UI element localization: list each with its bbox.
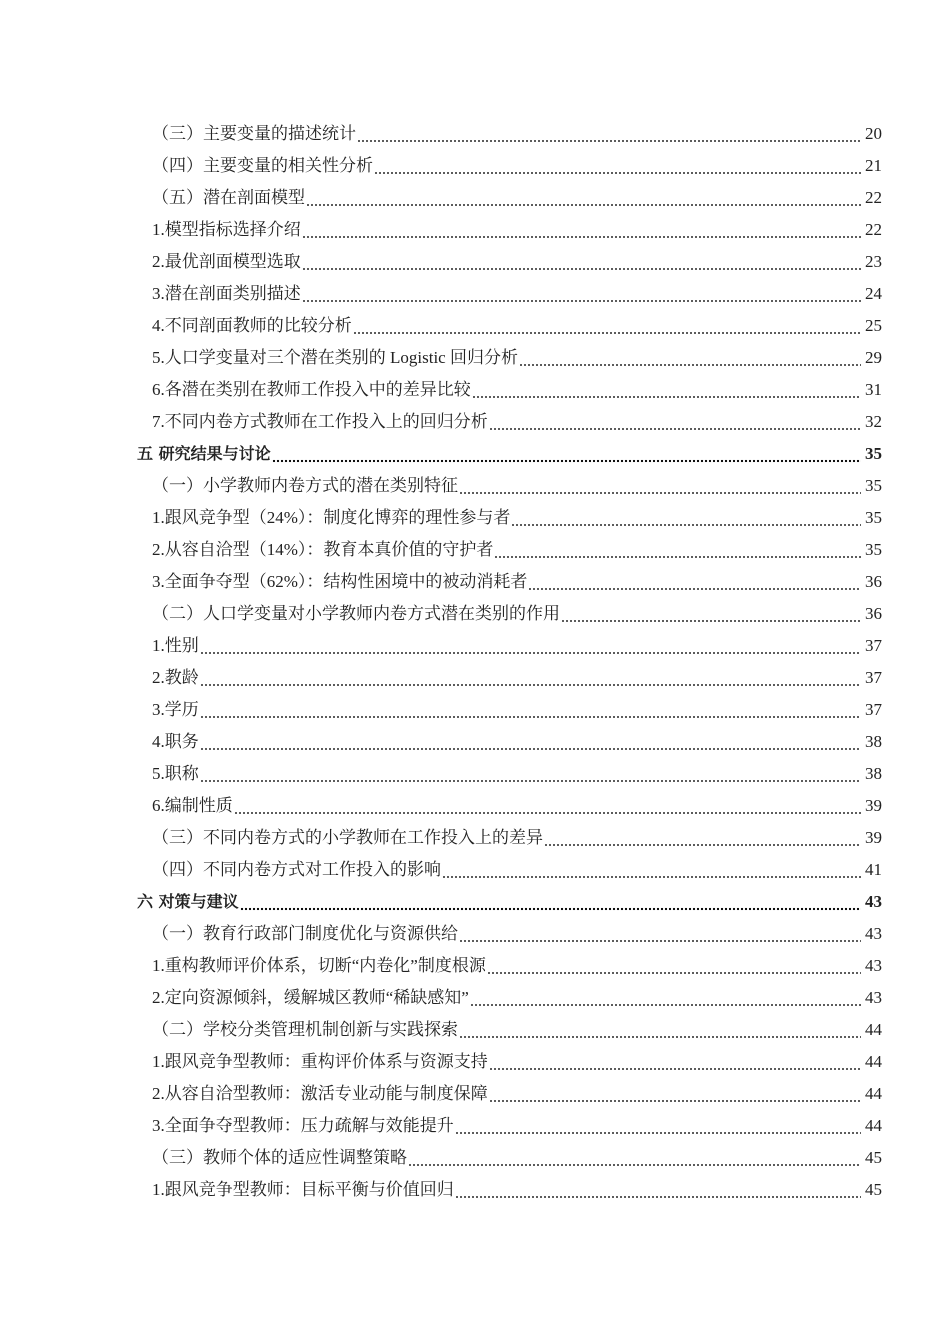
toc-entry[interactable] [0, 502, 950, 534]
toc-entry-page: 44 [865, 1084, 882, 1103]
toc-entry-title: 2.从容自洽型（14%）：教育本真价值的守护者 [152, 540, 494, 559]
dot-leader [561, 598, 861, 630]
toc-chapter-heading[interactable] [0, 438, 950, 470]
toc-entry[interactable] [0, 534, 950, 566]
dot-leader [240, 886, 861, 918]
toc-entry-page: 22 [865, 188, 882, 207]
toc-entry[interactable] [0, 790, 950, 822]
toc-entry-title: 6.编制性质 [152, 796, 233, 815]
toc-entry-page: 22 [865, 220, 882, 239]
toc-entry-page: 43 [865, 956, 882, 975]
dot-leader [408, 1142, 861, 1174]
toc-entry-page: 35 [865, 444, 882, 463]
toc-entry-page: 36 [865, 572, 882, 591]
toc-entry[interactable] [0, 566, 950, 598]
dot-leader [470, 982, 861, 1014]
toc-entry[interactable] [0, 278, 950, 310]
dot-leader [200, 630, 861, 662]
toc-entry-page: 32 [865, 412, 882, 431]
toc-entry-title: 4.不同剖面教师的比较分析 [152, 316, 352, 335]
toc-entry-page: 45 [865, 1180, 882, 1199]
toc-entry-title: （五）潜在剖面模型 [152, 188, 305, 207]
toc-entry-title: 3.学历 [152, 700, 199, 719]
toc-entry-page: 39 [865, 796, 882, 815]
dot-leader [489, 1046, 861, 1078]
toc-entry-page: 44 [865, 1052, 882, 1071]
toc-entry-title: 五 研究结果与讨论 [137, 444, 271, 463]
toc-entry[interactable] [0, 118, 950, 150]
toc-entry[interactable] [0, 1046, 950, 1078]
dot-leader [519, 342, 861, 374]
dot-leader [459, 1014, 861, 1046]
dot-leader [302, 278, 861, 310]
toc-entry[interactable] [0, 694, 950, 726]
toc-entry[interactable] [0, 182, 950, 214]
toc-entry[interactable] [0, 726, 950, 758]
toc-entry-title: （三）主要变量的描述统计 [152, 124, 356, 143]
toc-entry-title: 3.全面争夺型（62%）：结构性困境中的被动消耗者 [152, 572, 528, 591]
toc-entry-title: 6.各潜在类别在教师工作投入中的差异比较 [152, 380, 471, 399]
dot-leader [472, 374, 861, 406]
dot-leader [353, 310, 861, 342]
toc-entry[interactable] [0, 1142, 950, 1174]
toc-entry-title: 1.重构教师评价体系，切断“内卷化”制度根源 [152, 956, 486, 975]
toc-entry[interactable] [0, 1174, 950, 1206]
toc-entry-title: 1.模型指标选择介绍 [152, 220, 301, 239]
dot-leader [489, 406, 861, 438]
toc-entry[interactable] [0, 310, 950, 342]
toc-entry[interactable] [0, 630, 950, 662]
toc-entry-page: 24 [865, 284, 882, 303]
toc-entry-page: 39 [865, 828, 882, 847]
toc-entry-page: 31 [865, 380, 882, 399]
toc-entry-title: 六 对策与建议 [137, 892, 239, 911]
toc-entry-title: 2.从容自洽型教师：激活专业动能与制度保障 [152, 1084, 488, 1103]
dot-leader [442, 854, 861, 886]
dot-leader [200, 694, 861, 726]
toc-entry[interactable] [0, 982, 950, 1014]
toc-entry[interactable] [0, 150, 950, 182]
toc-entry-title: 2.定向资源倾斜，缓解城区教师“稀缺感知” [152, 988, 469, 1007]
dot-leader [200, 726, 861, 758]
toc-entry[interactable] [0, 950, 950, 982]
toc-entry[interactable] [0, 662, 950, 694]
dot-leader [200, 662, 861, 694]
toc-entry-page: 37 [865, 700, 882, 719]
toc-entry-page: 36 [865, 604, 882, 623]
toc-entry-title: 3.潜在剖面类别描述 [152, 284, 301, 303]
toc-entry-title: （四）不同内卷方式对工作投入的影响 [152, 860, 441, 879]
toc-entry[interactable] [0, 758, 950, 790]
toc-entry-title: 4.职务 [152, 732, 199, 751]
dot-leader [489, 1078, 861, 1110]
dot-leader [459, 470, 861, 502]
dot-leader [302, 214, 861, 246]
toc-entry-title: （二）人口学变量对小学教师内卷方式潜在类别的作用 [152, 604, 560, 623]
toc-entry[interactable] [0, 406, 950, 438]
toc-entry-title: 1.跟风竞争型教师：目标平衡与价值回归 [152, 1180, 454, 1199]
toc-entry-title: （一）教育行政部门制度优化与资源供给 [152, 924, 458, 943]
toc-entry-page: 37 [865, 668, 882, 687]
toc-entry-title: 1.跟风竞争型（24%）：制度化博弈的理性参与者 [152, 508, 511, 527]
toc-entry-page: 43 [865, 988, 882, 1007]
dot-leader [528, 566, 861, 598]
toc-entry-title: 5.人口学变量对三个潜在类别的 Logistic 回归分析 [152, 348, 518, 367]
dot-leader [200, 758, 861, 790]
toc-entry-title: 7.不同内卷方式教师在工作投入上的回归分析 [152, 412, 488, 431]
toc-entry-title: 3.全面争夺型教师：压力疏解与效能提升 [152, 1116, 454, 1135]
dot-leader [234, 790, 861, 822]
dot-leader [306, 182, 861, 214]
toc-entry-title: （一）小学教师内卷方式的潜在类别特征 [152, 476, 458, 495]
toc-entry[interactable] [0, 854, 950, 886]
toc-entry[interactable] [0, 598, 950, 630]
toc-entry-title: 2.最优剖面模型选取 [152, 252, 301, 271]
toc-entry[interactable] [0, 1014, 950, 1046]
toc-entry[interactable] [0, 822, 950, 854]
toc-entry[interactable] [0, 246, 950, 278]
dot-leader [357, 118, 861, 150]
toc-entry-page: 44 [865, 1116, 882, 1135]
dot-leader [511, 502, 861, 534]
toc-entry-page: 35 [865, 508, 882, 527]
table-of-contents [0, 118, 950, 1206]
toc-entry-page: 35 [865, 540, 882, 559]
toc-entry-page: 21 [865, 156, 882, 175]
toc-entry[interactable] [0, 1110, 950, 1142]
toc-entry-title: （三）不同内卷方式的小学教师在工作投入上的差异 [152, 828, 543, 847]
dot-leader [494, 534, 861, 566]
dot-leader [459, 918, 861, 950]
toc-entry-page: 37 [865, 636, 882, 655]
toc-entry-page: 38 [865, 732, 882, 751]
toc-entry-page: 38 [865, 764, 882, 783]
toc-entry-page: 29 [865, 348, 882, 367]
toc-entry-page: 44 [865, 1020, 882, 1039]
toc-entry-title: （四）主要变量的相关性分析 [152, 156, 373, 175]
toc-entry-page: 20 [865, 124, 882, 143]
toc-entry-title: 5.职称 [152, 764, 199, 783]
toc-entry-page: 23 [865, 252, 882, 271]
toc-entry-title: 1.性别 [152, 636, 199, 655]
dot-leader [487, 950, 861, 982]
toc-chapter-heading[interactable] [0, 886, 950, 918]
toc-entry[interactable] [0, 918, 950, 950]
dot-leader [272, 438, 861, 470]
toc-entry-page: 43 [865, 892, 882, 911]
toc-entry-title: （三）教师个体的适应性调整策略 [152, 1148, 407, 1167]
dot-leader [544, 822, 861, 854]
dot-leader [374, 150, 861, 182]
toc-entry-page: 41 [865, 860, 882, 879]
toc-entry[interactable] [0, 374, 950, 406]
dot-leader [455, 1110, 861, 1142]
dot-leader [302, 246, 861, 278]
toc-entry[interactable] [0, 214, 950, 246]
dot-leader [455, 1174, 861, 1206]
toc-entry-page: 25 [865, 316, 882, 335]
toc-entry-page: 43 [865, 924, 882, 943]
toc-entry-page: 35 [865, 476, 882, 495]
toc-entry-page: 45 [865, 1148, 882, 1167]
toc-entry-title: 1.跟风竞争型教师：重构评价体系与资源支持 [152, 1052, 488, 1071]
toc-entry[interactable] [0, 470, 950, 502]
toc-entry[interactable] [0, 1078, 950, 1110]
toc-entry-title: （二）学校分类管理机制创新与实践探索 [152, 1020, 458, 1039]
toc-entry[interactable] [0, 342, 950, 374]
toc-entry-title: 2.教龄 [152, 668, 199, 687]
